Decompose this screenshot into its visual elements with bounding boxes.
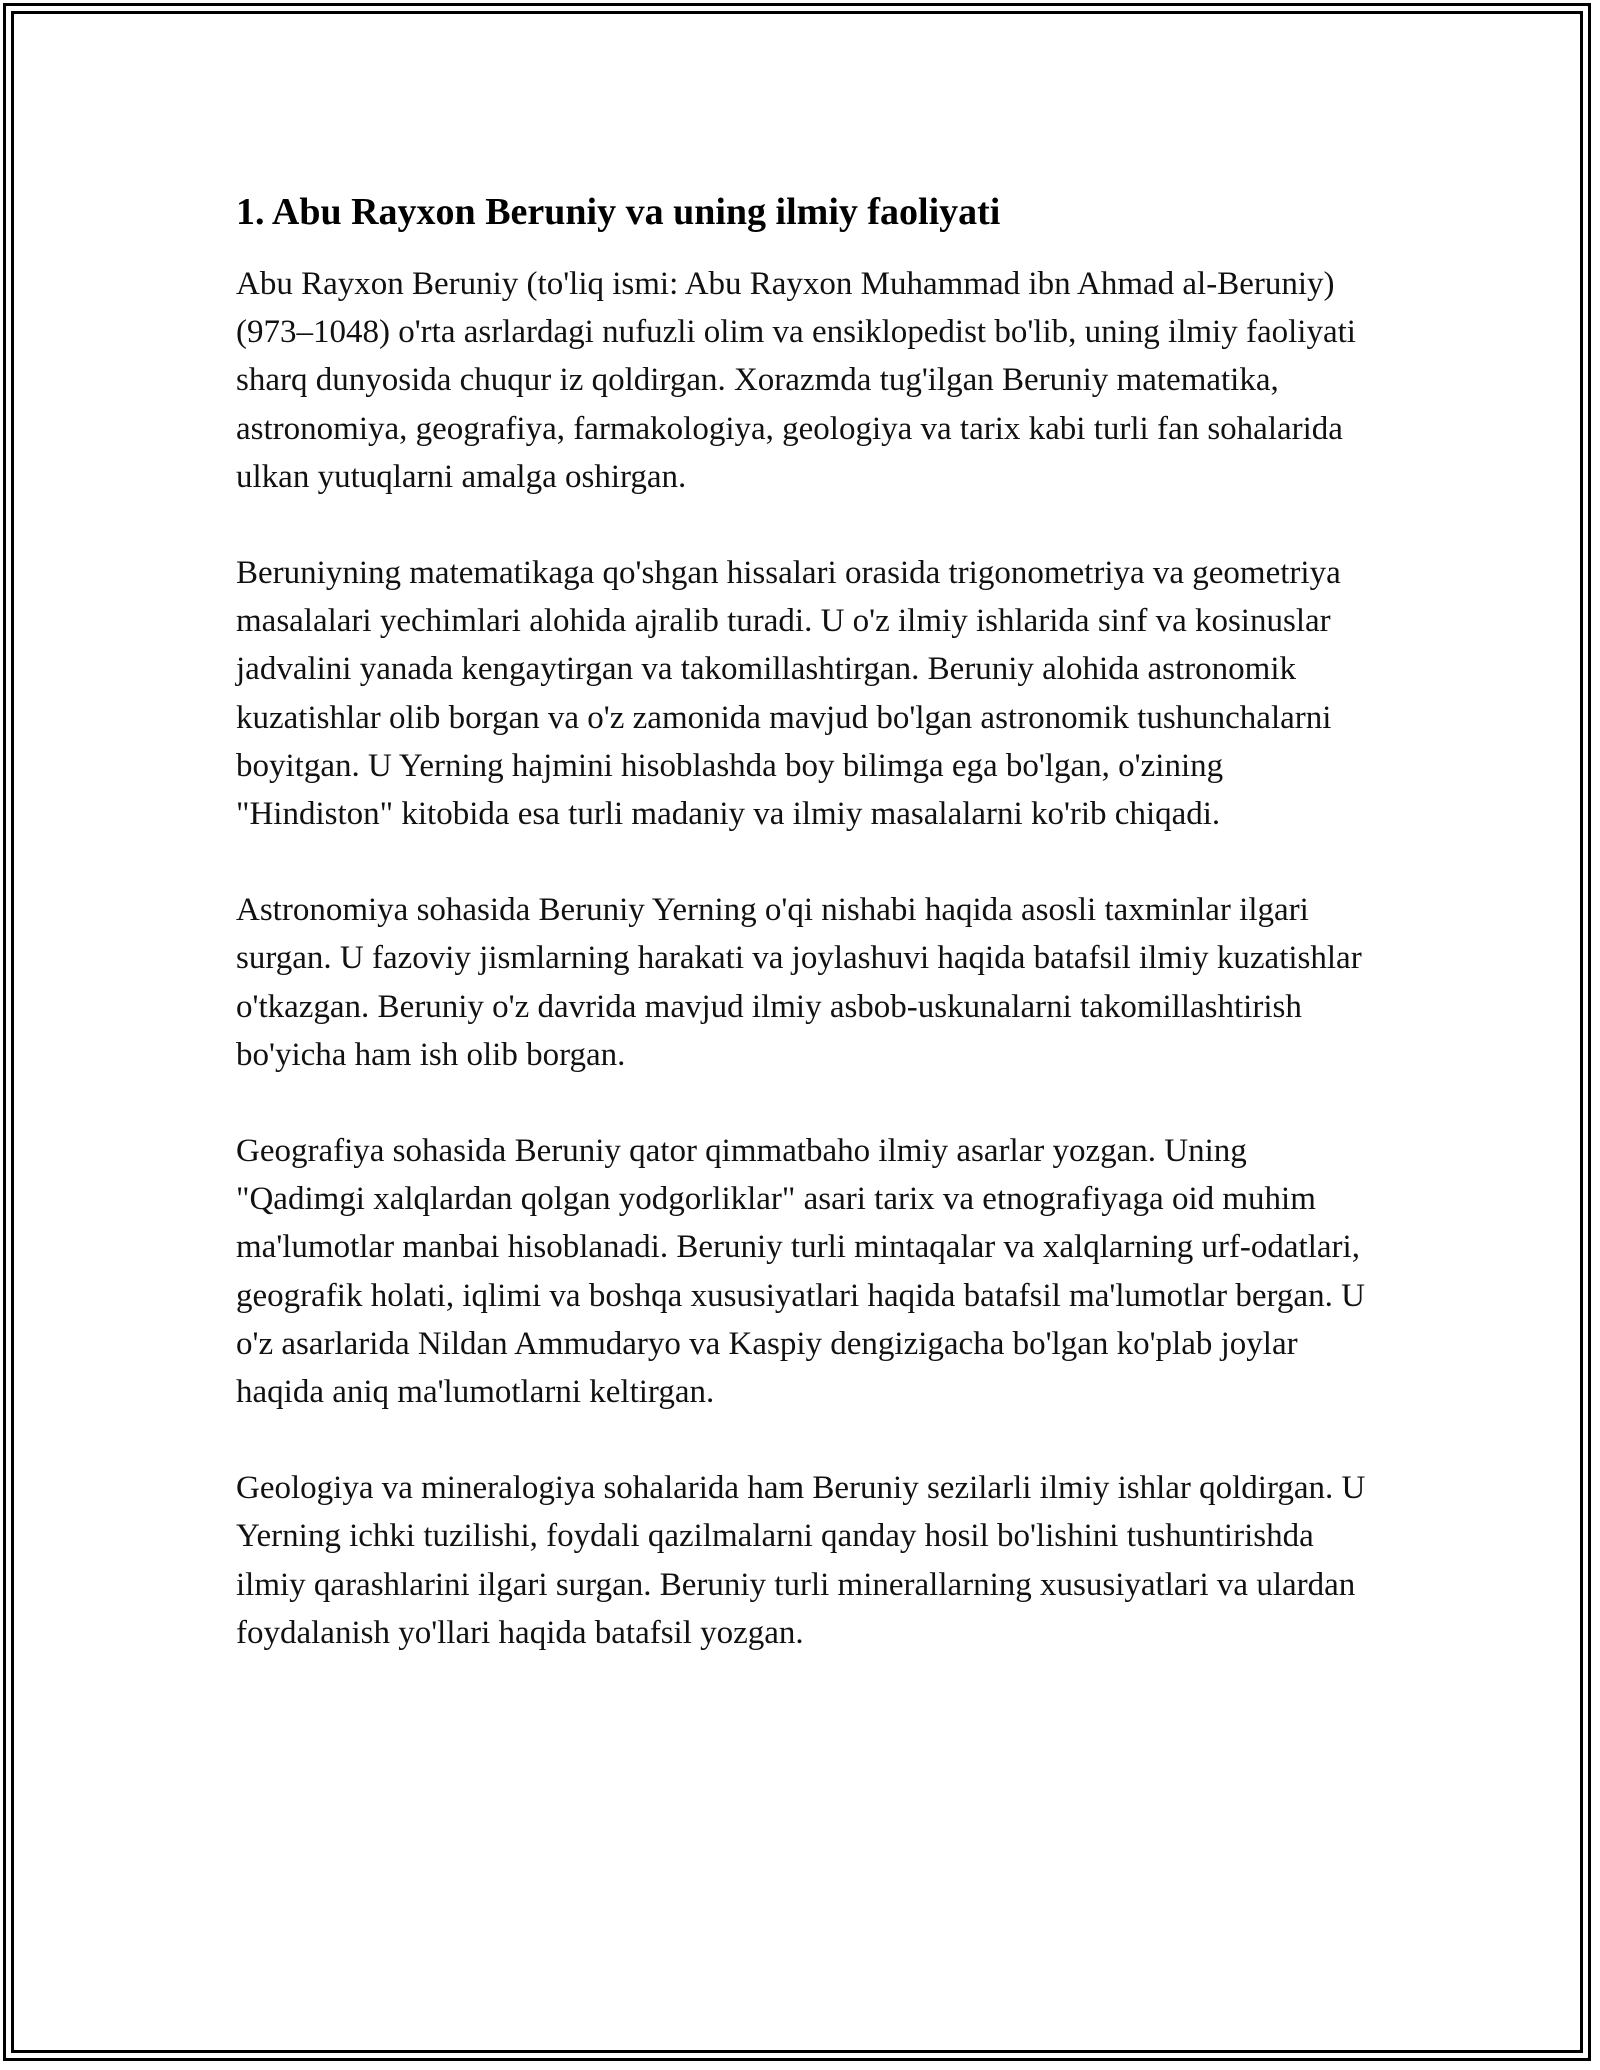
- document-content: [236, 186, 1366, 1705]
- section-heading: 1. Abu Rayxon Beruniy va uning ilmiy faoliyati: [236, 191, 1001, 233]
- paragraph-astronomy: Astronomiya sohasida Beruniy Yerning o'qi nishabi haqida asosli taxminlar ilgari surgan. U fazoviy jismlarning harakati va joylashuvi haqida batafsil ilmiy kuzatishlar o'tkazgan. Beruniy o'z davrida mavjud ilmiy asbob-uskunalarni takomillashtirish bo'yicha ham ish olib borgan.: [236, 892, 1362, 1073]
- paragraph-mathematics: Beruniyning matematikaga qo'shgan hissalari orasida trigonometriya va geometriya masalalari yechimlari alohida ajralib turadi. U o'z ilmiy ishlarida sinf va kosinuslar jadvalini yanada kengaytirgan va takomillashtirgan. Beruniy alohida astronomik kuzatishlar olib borgan va o'z zamonida mavjud bo'lgan astronomik tushunchalarni boyitgan. U Yerning hajmini hisoblashda boy bilimga ega bo'lgan, o'zining "Hindiston" kitobida esa turli madaniy va ilmiy masalalarni ko'rib chiqadi.: [236, 555, 1341, 833]
- paragraph-geology: Geologiya va mineralogiya sohalarida ham Beruniy sezilarli ilmiy ishlar qoldirgan. U Yerning ichki tuzilishi, foydali qazilmalarni qanday hosil bo'lishini tushuntirishda ilmiy qarashlarini ilgari surgan. Beruniy turli minerallarning xususiyatlari va ulardan foydalanish yo'llari haqida batafsil yozgan.: [236, 1470, 1366, 1651]
- paragraph-geography: Geografiya sohasida Beruniy qator qimmatbaho ilmiy asarlar yozgan. Uning "Qadimgi xalqlardan qolgan yodgorliklar" asari tarix va etnografiyaga oid muhim ma'lumotlar manbai hisoblanadi. Beruniy turli mintaqalar va xalqlarning urf-odatlari, geografik holati, iqlimi va boshqa xususiyatlari haqida batafsil ma'lumotlar bergan. U o'z asarlarida Nildan Ammudaryo va Kaspiy dengizigacha bo'lgan ko'plab joylar haqida aniq ma'lumotlarni keltirgan.: [236, 1133, 1365, 1411]
- paragraph-intro: Abu Rayxon Beruniy (to'liq ismi: Abu Rayxon Muhammad ibn Ahmad al-Beruniy) (973–1048) o'rta asrlardagi nufuzli olim va ensiklopedist bo'lib, uning ilmiy faoliyati sharq dunyosida chuqur iz qoldirgan. Xorazmda tug'ilgan Beruniy matematika, astronomiya, geografiya, farmakologiya, geologiya va tarix kabi turli fan sohalarida ulkan yutuqlarni amalga oshirgan.: [236, 266, 1356, 495]
